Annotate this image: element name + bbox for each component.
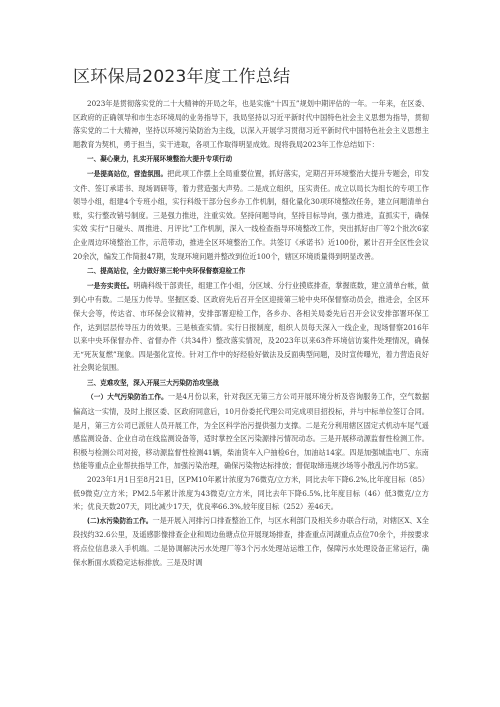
- body-paragraph: 2023年1月1日至8月21日，区PM10年累计浓度为76微克/立方米，同比去年下降6.2%,比年度目标（85）低9微克/立方米；PM2.5年累计浓度为43微克/立方米，同比去年下降6.5%,比年度目标（46）低3微克/立方米；优良天数207天，同比减少17天，优良率66.3%,较年度目标（252）差46天。: [73, 475, 429, 512]
- paragraph-text: 一是4月份以来，针对我区无第三方公司开展环境分析及咨询服务工作，空气数据偏高这一实情，及时上报区委、区政府同意后，10月份委托代理公司完成项目招投标，并与中标单位签订合同。是月，第三方公司已派驻人员开展工作，为全区科学治污提供强力支撑。二是充分利用辖区固定式机动车尾气遥感监测设备、企业自动在线监测设备等，适时掌控全区污染源排污情况动态。三是开展移动源监督性检测工作。积极与检测公司对接，移动源监督性检测41辆，柴油货车入户抽检6台，加油站14家。四是加强城监电厂、东南热能等重点企业帮扶指导工作，加强污染治理，确保污染物达标排放；督促取缔违规沙场等小散乱污作坊5家。: [73, 392, 429, 471]
- body-paragraph: 2023年是贯彻落实党的二十大精神的开局之年，也是实施“十四五”规划中期评估的一年。一年来，在区委、区政府的正确领导和市生态环境局的业务指导下，我局坚持以习近平新时代中国特色社会主义思想为指导，贯彻落实党的二十大精神，坚持以环境污染防治为主线，以深入开展学习贯彻习近平新时代中国特色社会主义思想主题教育为契机，勇于担当，实干进取，各项工作取得明显成效。现将我局2023年工作总结如下：: [73, 99, 429, 149]
- paragraph-lead: （一）大气污染防治工作。: [87, 393, 168, 402]
- document-body: [73, 97, 429, 569]
- body-paragraph: [73, 279, 429, 375]
- document-title: 区环保局2023年度工作总结: [73, 67, 291, 87]
- section-heading: 二、提高站位，全力做好第三轮中央环保督察迎检工作: [87, 267, 246, 276]
- body-paragraph: [73, 390, 429, 473]
- paragraph-text: 把此项工作摆上全局重要位置，抓好落实，定期召开环境整治大提升专题会，印发文件、签订承诺书、现场调研等，着力营造强大声势。二是成立组织，压实责任。成立以局长为组长的专项工作领导小组，组建4个专班小组，实行科级干部分包乡办工作机制，细化量化30项环境整改任务，建立问题清单台账，实行整改销号制度。三是强力推进，注重实效。坚持问题导向，坚持目标导向，强力推进，直抓实干，确保实效 实行“日碰头、周推进、月评比”工作机制，深入一线检查指导环境整改工作，突出抓好由厂等2个批次6家企业周边环境整治工作，示范带动，推进全区环境整治工作。共签订《承诺书》近100份，累计召开全区性会议20余次，编发工作简报47期，发现环境问题并整改到位近100个，辖区环境质量得到明显改善。: [73, 168, 429, 261]
- paragraph-lead: (二)水污染防治工作。: [87, 516, 153, 525]
- paragraph-lead: 一是提高站位，营造氛围。: [87, 169, 168, 178]
- body-paragraph: [73, 167, 429, 263]
- paragraph-lead: 一是夯实责任。: [87, 281, 134, 290]
- section-heading: 一、凝心聚力，扎实开展环境整治大提升专项行动: [87, 155, 233, 164]
- section-heading: 三、克难攻坚，深入开展三大污染防治攻坚战: [87, 378, 219, 387]
- body-paragraph: [73, 514, 429, 569]
- paragraph-text: 明确科级干部责任，组建工作小组，分区域、分行业摸底排查，掌握底数，建立清单台帐，做到心中有数。二是压力传导。坚握区委、区政府先后召开全区迎接第三轮中央环保督察动员会，推进会，全区环保大会等，传达省、市环保会议精神，安排部署迎检工作，各乡办、各相关局委先后召开会议安排部署环保工作，达到层层传导压力的效果。三是核查实情。实行日报制度，组织人员每天深入一线企业，现场督察2016年以来中央环保督办件、省督办件（共34件）整改落实情况，及2023年以来63件环境信访案件处理情况，确保无“死灰复燃”现象。四是强化宣传。针对工作中的好经验好做法及反面典型问题，及时宣传曝光，着力营造良好社会舆论氛围。: [73, 280, 429, 373]
- document-page: [73, 0, 429, 707]
- paragraph-text: 一是开展入河排污口排查整治工作，与区水利部门及相关乡办联合行动，对辖区X、X全段找约32.6公里，及遥感影像排查企业和周边鱼塘点位开展现场排查，排查重点河湖重点点位70余个，并按要求将点位信息录入手机端。二是协调解决污水处理厂等3个污水处理站运维工作，保障污水处理设备正常运行，确保水断面水质稳定达标排放。三是及时调: [73, 515, 429, 567]
